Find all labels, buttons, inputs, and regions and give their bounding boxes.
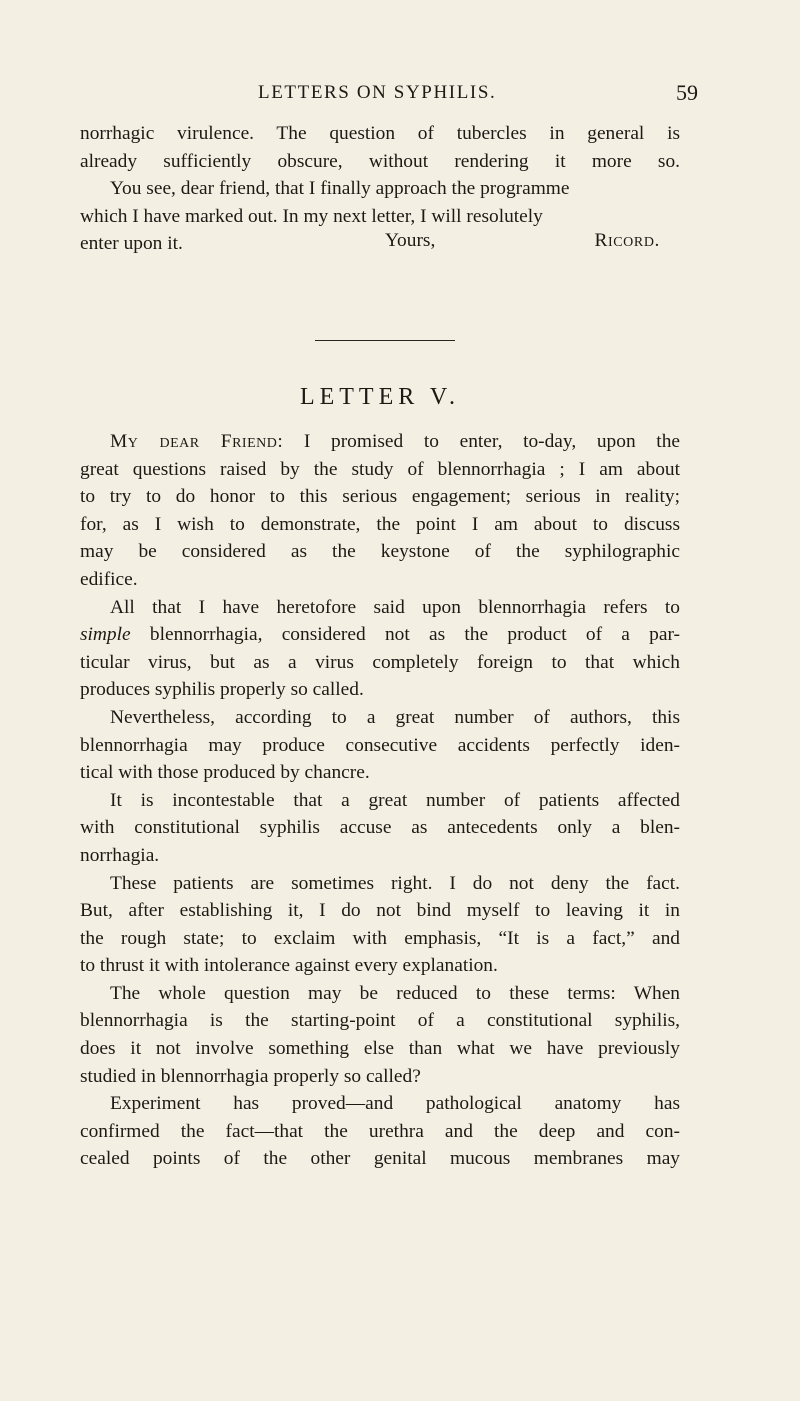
text-line: enter upon it. <box>80 233 183 255</box>
text-line: blennorrhagia, considered not as the product of a par- <box>130 624 680 646</box>
body-paragraph-5 <box>80 870 680 953</box>
text-line: cealed points of the other genital mucous membranes may <box>80 1148 680 1170</box>
body-paragraph-1 <box>80 428 680 566</box>
text-line: Experiment has proved—and pathological anatomy has <box>110 1093 680 1115</box>
body-paragraph-4 <box>80 787 680 842</box>
text-line: with constitutional syphilis accuse as antecedents only a blen- <box>80 817 680 839</box>
body-paragraph-3-end <box>80 759 680 787</box>
running-head <box>0 80 800 110</box>
text-line: But, after establishing it, I do not bind myself to leaving it in <box>80 900 680 922</box>
running-title: LETTERS ON SYPHILIS. <box>258 82 497 103</box>
text-line: It is incontestable that a great number of patients affected <box>110 789 680 811</box>
text-line: These patients are sometimes right. I do not deny the fact. <box>110 872 680 894</box>
text-line: may be considered as the keystone of the syphilographic <box>80 541 680 563</box>
text-line: You see, dear friend, that I finally approach the programme <box>110 178 570 200</box>
text-line: I promised to enter, to-day, upon the <box>283 431 680 452</box>
letter-body <box>80 428 680 1173</box>
body-paragraph-2-end <box>80 676 680 704</box>
text-line: ticular virus, but as a virus completely foreign to that which <box>80 651 680 673</box>
intro-paragraph-1 <box>80 120 680 175</box>
text-line: great questions raised by the study of blennorrhagia ; I am about <box>80 458 680 480</box>
text-line: All that I have heretofore said upon blennorrhagia refers to <box>110 596 680 618</box>
signature: Ricord. <box>594 230 660 251</box>
text-line: blennorrhagia may produce consecutive accidents perfectly iden- <box>80 734 680 756</box>
salutation: My dear Friend: <box>110 431 284 452</box>
text-line: tical with those produced by chancre. <box>80 762 370 784</box>
body-paragraph-3 <box>80 704 680 759</box>
text-line: norrhagic virulence. The question of tubercles in general is <box>80 123 680 144</box>
body-paragraph-2 <box>80 594 680 677</box>
closing: Yours, <box>385 230 436 251</box>
text-line: The whole question may be reduced to these terms: When <box>110 982 680 1004</box>
emphasis: simple <box>80 624 131 646</box>
body-paragraph-1-end <box>80 566 680 594</box>
text-line: to thrust it with intolerance against every explanation. <box>80 955 498 977</box>
text-line: produces syphilis properly so called. <box>80 679 364 701</box>
text-line: norrhagia. <box>80 844 160 866</box>
signoff <box>385 230 660 252</box>
text-line: confirmed the fact—that the urethra and the deep and con- <box>80 1120 680 1142</box>
body-paragraph-7 <box>80 1090 680 1173</box>
letter-heading: LETTER V. <box>299 384 461 410</box>
text-line: to try to do honor to this serious engagement; serious in reality; <box>80 486 680 508</box>
text-line: already sufficiently obscure, without rendering it more so. <box>80 150 680 172</box>
body-paragraph-6-end <box>80 1063 680 1091</box>
text-line: blennorrhagia is the starting-point of a constitutional syphilis, <box>80 1010 680 1032</box>
text-line: does it not involve something else than what we have previously <box>80 1038 680 1060</box>
body-paragraph-5-end <box>80 952 680 980</box>
page-number: 59 <box>676 80 698 105</box>
text-line: which I have marked out. In my next letter, I will resolutely <box>80 205 543 227</box>
body-paragraph-4-end <box>80 842 680 870</box>
body-paragraph-6 <box>80 980 680 1063</box>
text-line: Nevertheless, according to a great number of authors, this <box>110 706 680 728</box>
text-line: edifice. <box>80 568 138 590</box>
text-line: studied in blennorrhagia properly so called? <box>80 1065 421 1087</box>
section-divider <box>315 340 455 342</box>
text-line: the rough state; to exclaim with emphasis, “It is a fact,” and <box>80 927 680 949</box>
text-line: for, as I wish to demonstrate, the point I am about to discuss <box>80 513 680 535</box>
